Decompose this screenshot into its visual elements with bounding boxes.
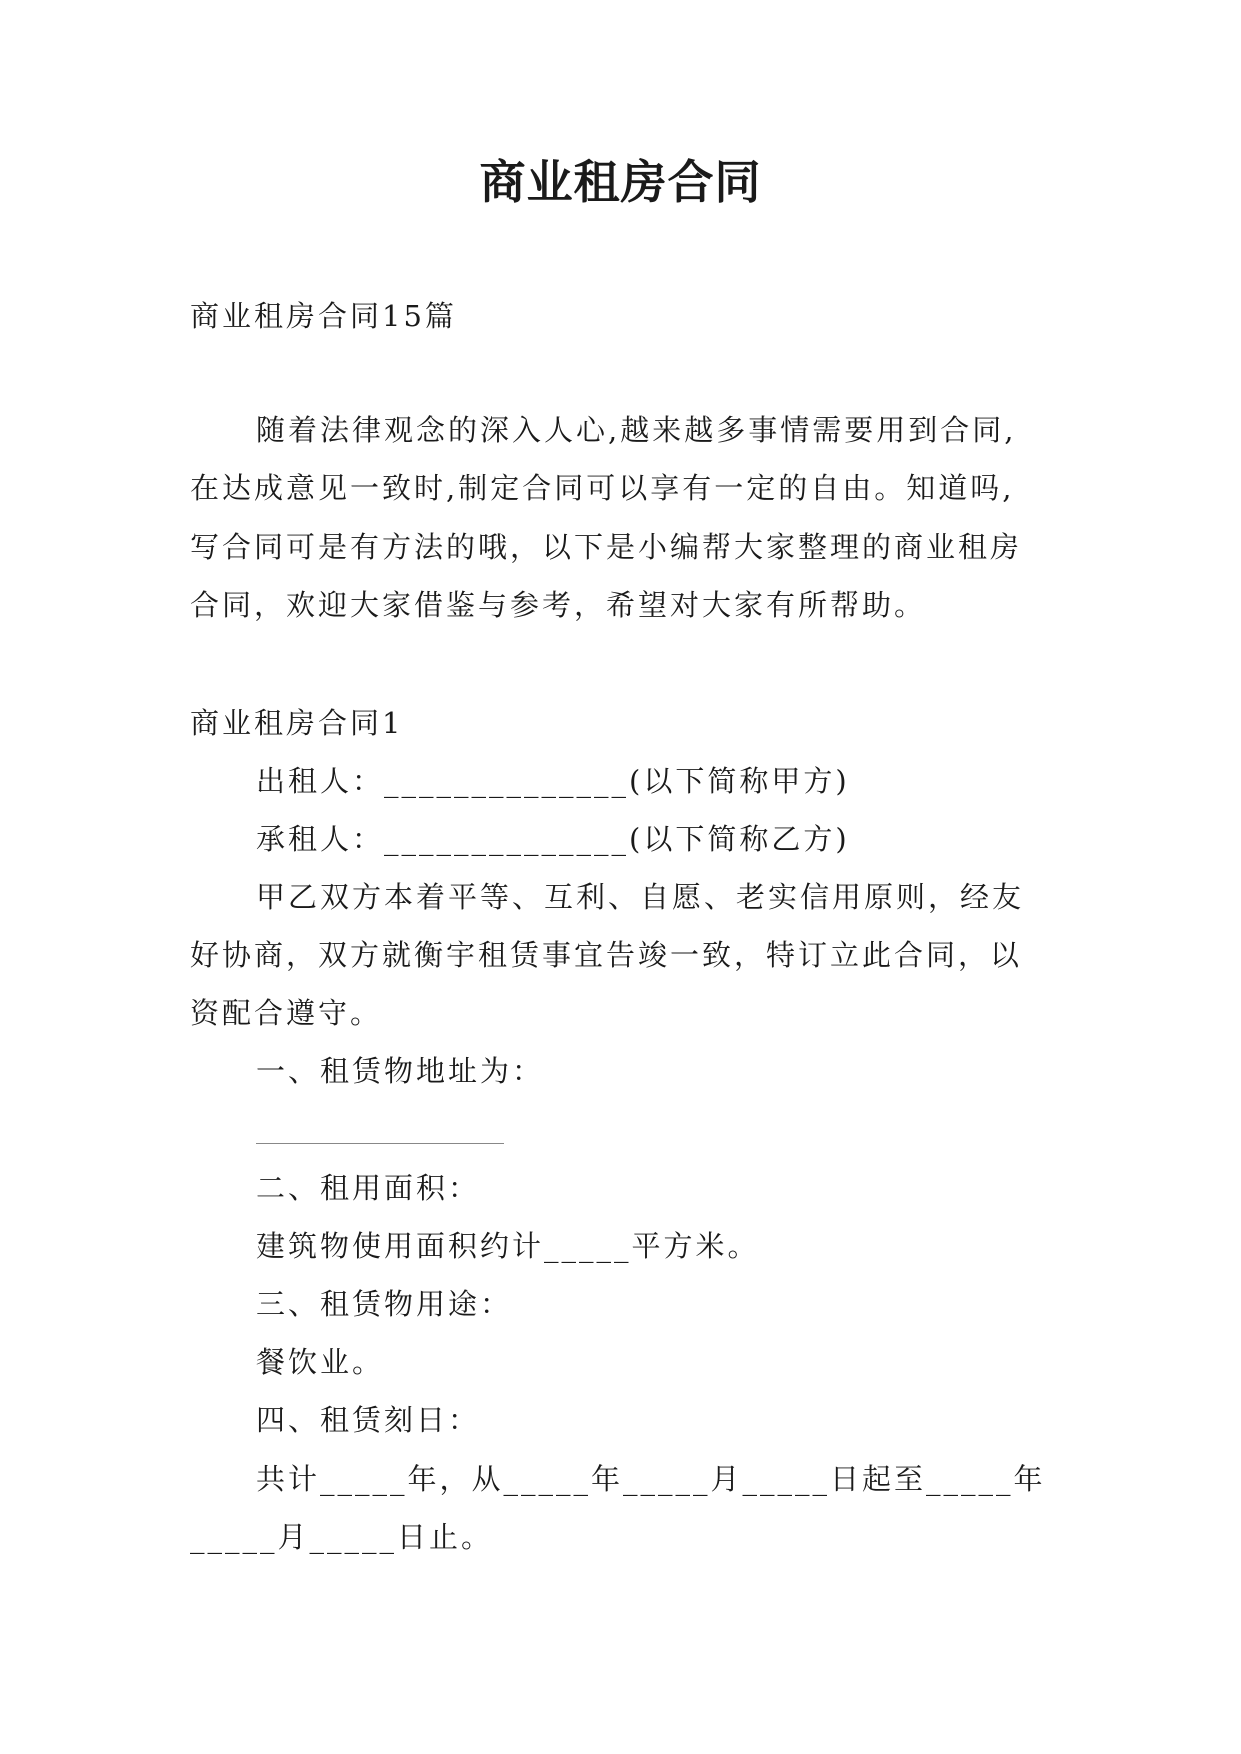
clause-2-title: 二、租用面积： bbox=[256, 1171, 481, 1205]
lessee-line: 承租人：______________(以下简称乙方) bbox=[256, 822, 850, 856]
clause-3-title: 三、租赁物用途： bbox=[256, 1287, 513, 1321]
document-title: 商业租房合同 bbox=[479, 155, 762, 209]
lessor-line: 出租人：______________(以下简称甲方) bbox=[256, 764, 850, 798]
address-blank-line bbox=[256, 1143, 504, 1144]
intro-line-2: 在达成意见一致时,制定合同可以享有一定的自由。知道吗, bbox=[190, 471, 1015, 505]
section-heading: 商业租房合同1 bbox=[190, 706, 404, 740]
intro-line-3: 写合同可是有方法的哦，以下是小编帮大家整理的商业租房 bbox=[190, 530, 1023, 564]
clause-2-body: 建筑物使用面积约计_____平方米。 bbox=[256, 1229, 760, 1263]
intro-line-4: 合同，欢迎大家借鉴与参考，希望对大家有所帮助。 bbox=[190, 588, 927, 622]
preamble-line-3: 资配合遵守。 bbox=[190, 996, 383, 1030]
intro-line-1: 随着法律观念的深入人心,越来越多事情需要用到合同, bbox=[256, 413, 1017, 447]
clause-4-body-line-2: _____月_____日止。 bbox=[190, 1520, 494, 1554]
clause-3-body: 餐饮业。 bbox=[256, 1345, 385, 1379]
preamble-line-2: 好协商，双方就衡宇租赁事宜告竣一致，特订立此合同，以 bbox=[190, 938, 1023, 972]
preamble-line-1: 甲乙双方本着平等、互利、自愿、老实信用原则，经友 bbox=[256, 880, 1025, 914]
clause-1-title: 一、租赁物地址为： bbox=[256, 1054, 545, 1088]
document-subtitle: 商业租房合同15篇 bbox=[190, 299, 457, 333]
clause-4-title: 四、租赁刻日： bbox=[256, 1403, 481, 1437]
clause-4-body-line-1: 共计_____年，从_____年_____月_____日起至_____年 bbox=[256, 1462, 1046, 1496]
